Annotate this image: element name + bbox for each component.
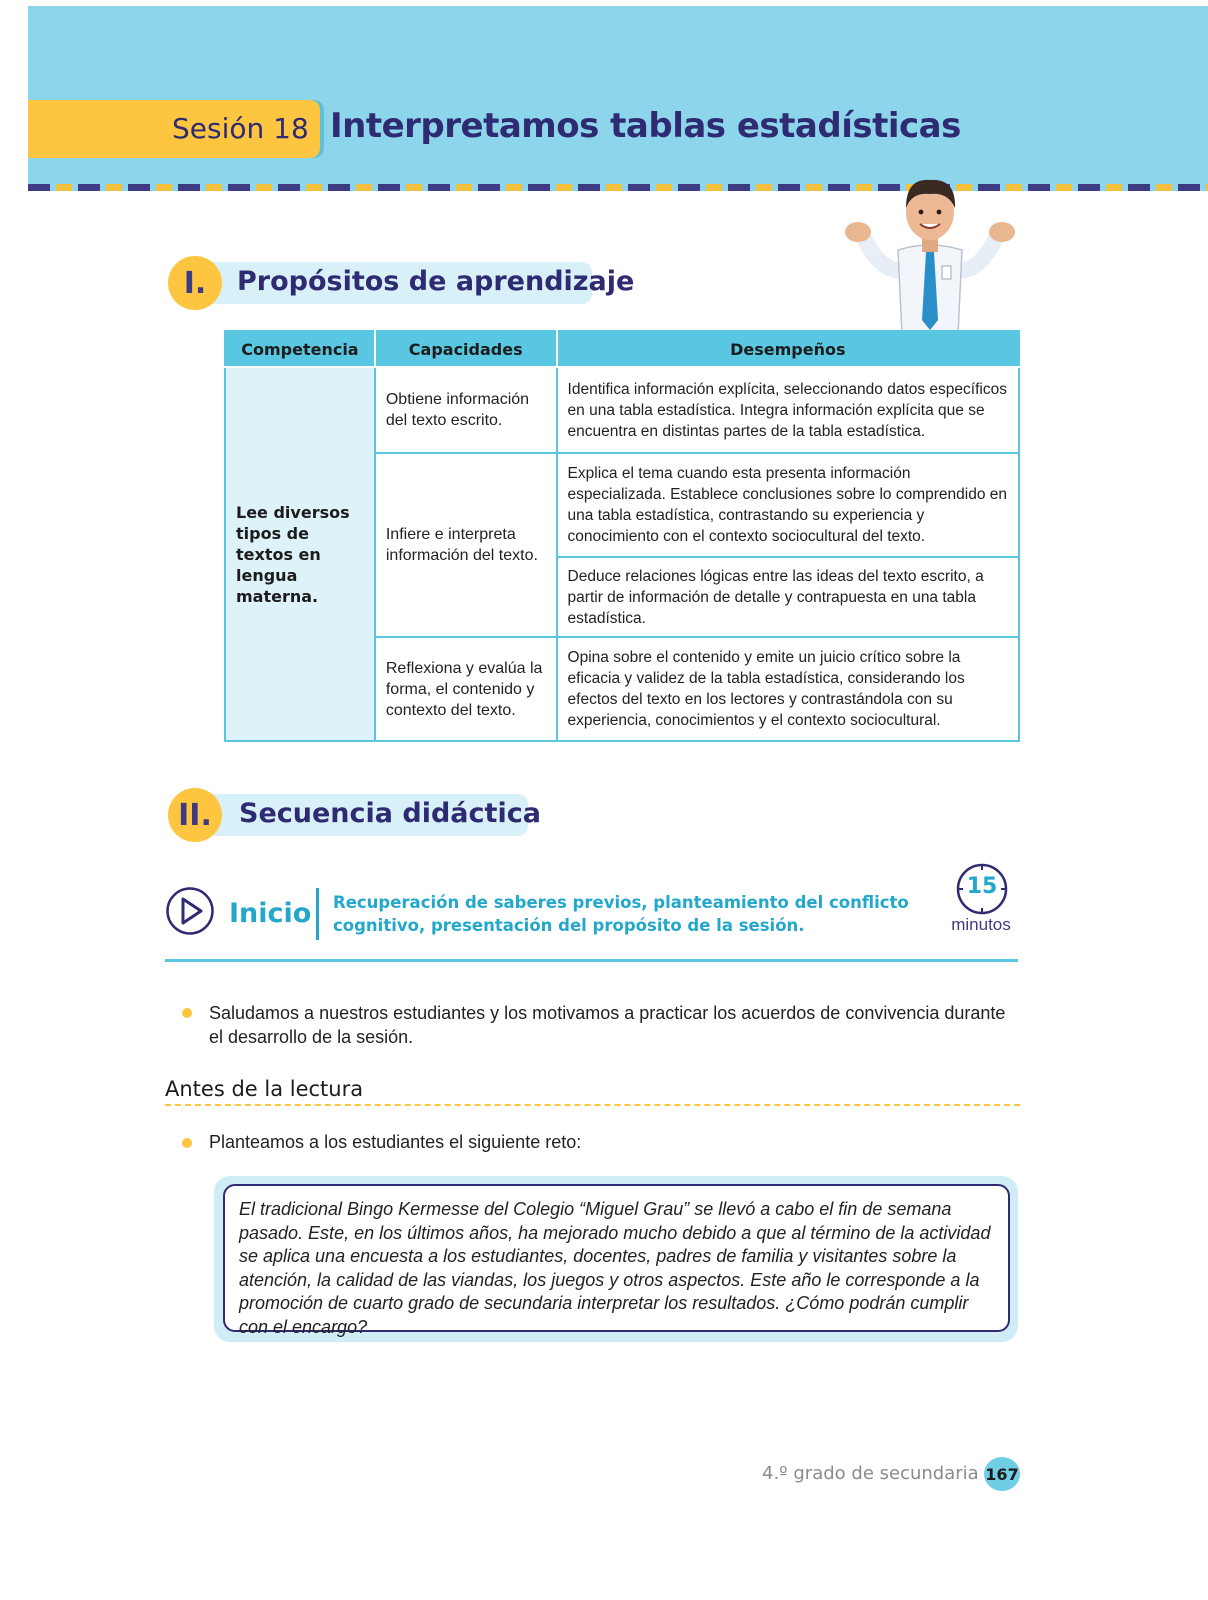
desempeno-cell: Identifica información explícita, seleccionando datos específicos en una tabla estadística. Integra información explícita que se encuentra en distintas partes de la tabla estadística. [557, 367, 1019, 453]
inicio-description [333, 891, 909, 937]
desempeno-cell: Opina sobre el contenido y emite un juicio crítico sobre la eficacia y validez de la tabla estadística, considerando los efectos del texto en los lectores y contrastándola con su experiencia, conocimientos y el contexto sociocultural. [557, 637, 1019, 741]
desempeno-cell: Deduce relaciones lógicas entre las ideas del texto escrito, a partir de información de detalle y contrapuesta en una tabla estadística. [557, 557, 1019, 637]
play-circle-icon [165, 886, 215, 936]
subheading-divider [165, 1104, 1020, 1106]
page-title: Interpretamos tablas estadísticas [330, 106, 961, 146]
section-1-number: I. [168, 256, 222, 310]
desempeno-cell: Explica el tema cuando esta presenta información especializada. Establece conclusiones sobre lo comprendido en una tabla estadística, contrastando su experiencia y conocimiento con el contexto sociocultural del texto. [557, 453, 1019, 557]
section-1-title: Propósitos de aprendizaje [237, 266, 635, 297]
header-band [28, 6, 1208, 186]
inicio-label: Inicio [229, 898, 312, 929]
capacidad-cell: Reflexiona y evalúa la forma, el contenido y contexto del texto. [375, 637, 557, 741]
page-number: 167 [984, 1457, 1020, 1491]
section-2-number: II. [168, 788, 222, 842]
header-desempenos: Desempeños [557, 331, 1019, 367]
footer-grade: 4.º grado de secundaria [762, 1463, 979, 1484]
duration-unit: minutos [951, 915, 1011, 934]
bullet-text: Planteamos a los estudiantes el siguiente reto: [209, 1132, 582, 1152]
header-competencia: Competencia [225, 331, 375, 367]
session-label: Sesión 18 [172, 112, 309, 145]
challenge-box: El tradicional Bingo Kermesse del Colegio “Miguel Grau” se llevó a cabo el fin de semana pasado. Este, en los últimos años, ha mejorado mucho debido a que al término de la actividad se aplica una encuesta a los estudiantes, docentes, padres de familia y visitantes sobre la atención, la calidad de las viandas, los juegos y otros aspectos. Este año le corresponde a la promoción de cuarto grado de secundaria interpretar los resultados. ¿Cómo podrán cumplir con el encargo? [223, 1184, 1010, 1332]
teacher-illustration [830, 170, 1030, 335]
bullet-icon [182, 1138, 192, 1148]
capacidad-cell: Obtiene información del texto escrito. [375, 367, 557, 453]
inicio-separator [316, 888, 319, 940]
inicio-description-line: cognitivo, presentación del propósito de la sesión. [333, 916, 805, 935]
inicio-description-line: Recuperación de saberes previos, planteamiento del conflicto [333, 893, 909, 912]
header-dash-strip [28, 184, 1208, 191]
table-header-row [225, 331, 1019, 367]
table-row [225, 367, 1019, 453]
inicio-divider [165, 959, 1018, 962]
purposes-table [224, 330, 1020, 742]
bullet-text: Saludamos a nuestros estudiantes y los motivamos a practicar los acuerdos de convivencia durante el desarrollo de la sesión. [209, 1003, 1006, 1047]
subheading: Antes de la lectura [165, 1077, 364, 1101]
section-2-title: Secuencia didáctica [239, 798, 541, 829]
header-capacidades: Capacidades [375, 331, 557, 367]
duration-minutes: 15 [966, 874, 998, 899]
bullet-icon [182, 1008, 192, 1018]
capacidad-cell: Infiere e interpreta información del texto. [375, 453, 557, 637]
competencia-cell: Lee diversos tipos de textos en lengua materna. [225, 367, 375, 741]
